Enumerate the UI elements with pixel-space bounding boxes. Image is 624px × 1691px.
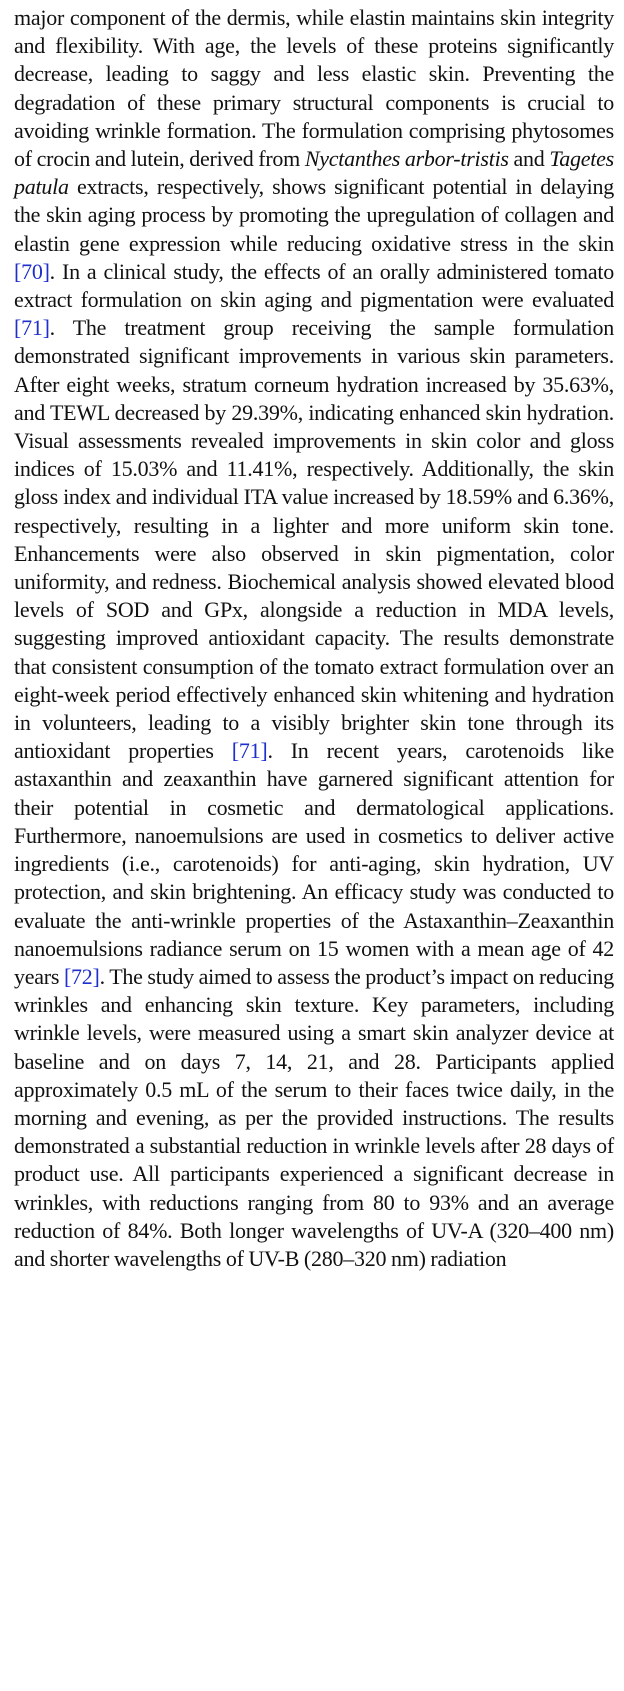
text-segment: extracts, respectively, shows significant potential in delaying the skin aging process by promoting the upregulation of collagen and elastin gene expression while reducing oxidative stress in the skin: [14, 174, 614, 256]
text-segment: . In recent years, carotenoids like astaxanthin and zeaxanthin have garnered significant attention for their potential in cosmetic and dermatological applications. Furthermore, nanoemulsions are used in cosmetics to deliver active ingredients (i.e., carotenoids) for anti-aging, skin hydration, UV protection, and skin brightening. An efficacy study was conducted to evaluate the anti-wrinkle properties of the Astaxanthin–Zeaxanthin nanoemulsions radiance serum on 15 women with a mean age of 42 years: [14, 738, 614, 989]
text-segment: . The study aimed to assess the product’s impact on reducing wrinkles and enhancing skin texture. Key parameters, including wrinkle levels, were measured using a smart skin analyzer device at baseline and on days 7, 14, 21, and 28. Participants applied approximately 0.5 mL of the serum to their faces twice daily, in the morning and evening, as per the provided instructions. The results demonstrated a substantial reduction in wrinkle levels after 28 days of product use. All participants experienced a significant decrease in wrinkles, with reductions ranging from 80 to 93% and an average reduction of 84%. Both longer wavelengths of UV-A (320–400 nm) and shorter wavelengths of UV-B (280–320 nm) radiation: [14, 963, 614, 1271]
species-name-nyctanthes: Nyctanthes arbor-tristis: [304, 146, 509, 172]
text-segment: . In a clinical study, the effects of an orally administered tomato extract formulation on skin aging and pigmentation were evaluated: [14, 258, 614, 313]
citation-link-71[interactable]: [71]: [14, 315, 50, 341]
text-segment: . The treatment group receiving the sample formulation demonstrated significant improvements in various skin parameters. After eight weeks, stratum corneum hydration increased by 35.63%, and TEWL decreased by 29.39%, indicating enhanced skin hydration. Visual assessments revealed improvements in skin color and gloss indices of 15.03% and 11.41%, respectively. Additionally, the skin gloss index and individual ITA value increased by 18.59% and 6.36%, respectively, resulting in a lighter and more uniform skin tone. Enhancements were also observed in skin pigmentation, color uniformity, and redness. Biochemical analysis showed elevated blood levels of SOD and GPx, alongside a reduction in MDA levels, suggesting improved antioxidant capacity. The results demonstrate that consistent consumption of the tomato extract formulation over an eight-week period effectively enhanced skin whitening and hydration in volunteers, leading to a visibly brighter skin tone through its antioxidant properties: [14, 315, 614, 764]
text-segment: major component of the dermis, while elastin maintains skin integrity and flexibility. With age, the levels of these proteins significantly decrease, leading to saggy and less elastic skin. Preventing the degradation of these primary structural components is crucial to avoiding wrinkle formation. The formulation comprising phytosomes of crocin and lutein, derived from: [14, 5, 614, 172]
citation-link-72[interactable]: [72]: [63, 963, 100, 989]
citation-link-71[interactable]: [71]: [231, 738, 268, 764]
body-paragraph: [14, 4, 614, 1273]
species-name-tagetes: Tagetes patula: [14, 146, 614, 200]
text-segment: and: [508, 146, 550, 172]
citation-link-70[interactable]: [70]: [14, 258, 50, 284]
